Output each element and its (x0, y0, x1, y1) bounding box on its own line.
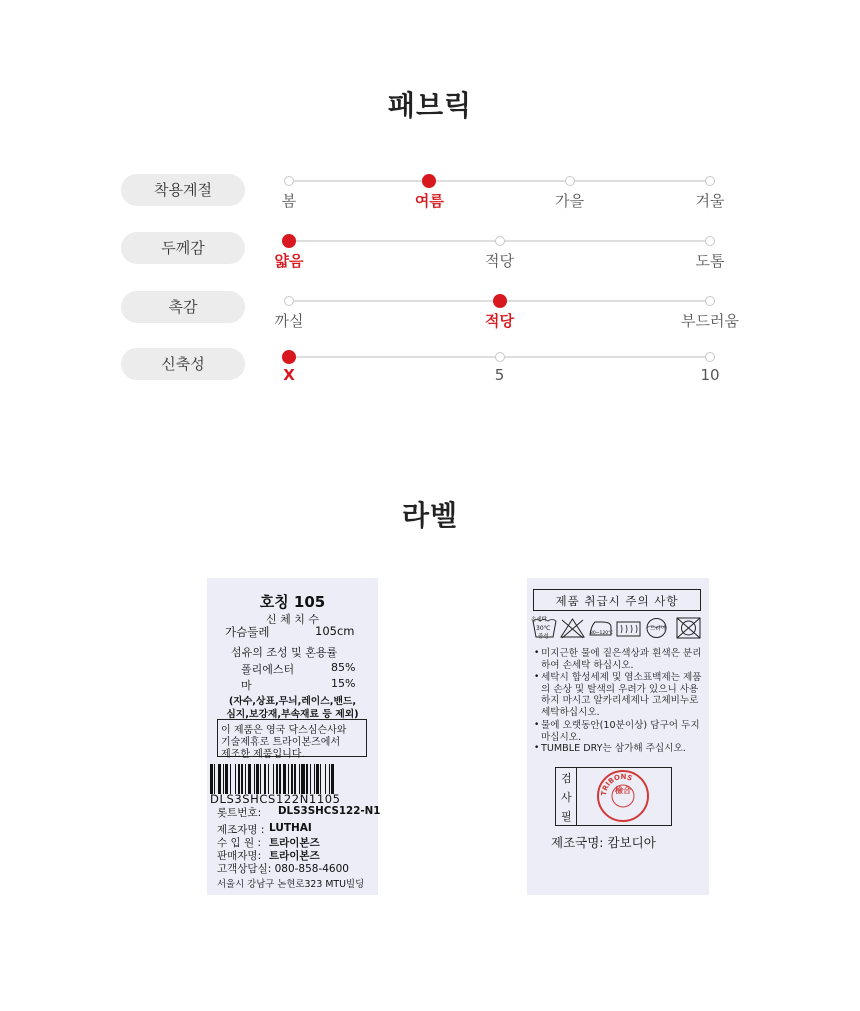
barcode-bar (291, 764, 292, 794)
origin-line: 제조국명: 캄보디아 (551, 835, 656, 850)
fabric-attribute-label: 촉감 (121, 291, 245, 323)
scale-point (495, 352, 505, 362)
fabric-attribute-label: 두께감 (121, 232, 245, 264)
barcode-bar (235, 764, 236, 794)
barcode-bar (299, 764, 300, 794)
scale-point-selected (282, 350, 296, 364)
size-line: 호칭 105 (259, 593, 326, 611)
note-bullet: • (534, 672, 540, 682)
barcode-bar (254, 764, 255, 794)
barcode-bar (316, 764, 319, 794)
barcode-bar (314, 764, 315, 794)
scale-point-selected (422, 174, 436, 188)
seller-label: 판매자명: (217, 850, 262, 862)
barcode-bar (248, 764, 252, 794)
care-icon-text-3: 중성 (538, 634, 549, 640)
care-note: 미지근한 물에 짙은색상과 흰색은 분리하여 손세탁 하십시오. (541, 648, 702, 671)
no-bleach-icon (559, 617, 586, 639)
scale-option-label: X (283, 366, 295, 384)
barcode-bar (329, 764, 330, 794)
body-size-header: 신 체 치 수 (266, 613, 319, 626)
barcode-bar (276, 764, 277, 794)
barcode-bar (288, 764, 289, 794)
barcode-bar (325, 764, 326, 794)
barcode-bar (301, 764, 305, 794)
lot-label: 롯트번호: (217, 807, 262, 819)
care-icon-text-5: 드라이 (650, 626, 666, 632)
fiber2-name: 마 (241, 679, 252, 692)
scale-option-label: 까실 (274, 312, 304, 330)
barcode-bar (283, 764, 287, 794)
scale-point (705, 236, 715, 246)
inspection-label-3: 필 (561, 810, 572, 823)
stamp-center-text: 檢合 (615, 786, 631, 795)
scale-option-label: 얇음 (274, 252, 304, 270)
fabric-attribute-label: 신축성 (121, 348, 245, 380)
scale-option-label: 봄 (281, 192, 297, 210)
chest-value: 105cm (315, 624, 355, 638)
inspection-label-2: 사 (561, 791, 572, 804)
care-icon-text-4: 80~120℃ (590, 631, 614, 636)
barcode-number: DLS3SHCS122N1105 (210, 792, 341, 806)
size-composition-tag (207, 578, 381, 895)
barcode-bar (238, 764, 241, 794)
notice-line-2: 기술제휴로 트라이본즈에서 (221, 737, 341, 748)
maker-label: 제조자명 : (217, 824, 265, 836)
label-section-title: 라벨 (401, 499, 459, 532)
barcode-bar (218, 764, 222, 794)
barcode-bar (279, 764, 282, 794)
chest-label: 가슴둘레 (225, 625, 270, 639)
scale-option-label: 5 (494, 366, 505, 384)
fabric-section-title: 패브릭 (387, 89, 473, 122)
barcode-bar (273, 764, 274, 794)
barcode-bar (214, 764, 215, 794)
fiber2-pct: 15% (331, 677, 356, 690)
care-instruction-tag (527, 578, 709, 895)
importer-label: 수 입 원 : (217, 837, 261, 849)
care-note: TUMBLE DRY는 삼가해 주십시오. (541, 743, 686, 754)
note-bullet: • (534, 743, 540, 753)
lot-value: DLS3SHCS122-N1 (278, 805, 381, 817)
scale-point (565, 176, 575, 186)
care-note: 세탁시 합성세제 및 염소표백제는 제품의 손상 및 탈색의 우려가 있으니 사용하지 마시고 알카리세제나 고체비누로 세탁하십시오. (541, 672, 702, 719)
barcode-bar (245, 764, 246, 794)
inspection-label-1: 검 (561, 772, 572, 785)
scale-point-selected (282, 234, 296, 248)
fiber-header: 섬유의 조성 및 혼용률 (231, 646, 338, 659)
scale-option-label: 가을 (555, 192, 585, 210)
scale-point (284, 296, 294, 306)
scale-point (705, 296, 715, 306)
maker-value: LUTHAI (269, 822, 312, 834)
fiber1-name: 폴리에스터 (241, 663, 295, 676)
barcode-bar (310, 764, 311, 794)
stamp-ring-text: TRIBONS (599, 772, 634, 797)
barcode-bar (320, 764, 321, 794)
no-tumble-dry-icon (675, 617, 702, 639)
barcode-bar (260, 764, 261, 794)
care-icon-text-1: 손세탁 (531, 617, 547, 623)
care-note: 물에 오랫동안(10분이상) 담구어 두지 마십시오. (541, 720, 700, 743)
barcode-bar (306, 764, 307, 794)
seller-value: 트라이본즈 (269, 850, 320, 862)
barcode-bar (331, 764, 334, 794)
scale-option-label: 겨울 (695, 192, 725, 210)
exclusion-line-2: 심지,보강재,부속재료 등 제외) (226, 709, 359, 720)
scale-option-label: 여름 (414, 192, 444, 210)
note-bullet: • (534, 648, 540, 658)
barcode-bar (230, 764, 231, 794)
importer-value: 트라이본즈 (269, 837, 320, 849)
customer-service-line: 고객상담실: 080-858-4600 (217, 863, 349, 875)
note-bullet: • (534, 720, 540, 730)
scale-option-label: 10 (700, 366, 720, 384)
address-line: 서울시 강남구 논현로323 MTU빌딩 (217, 879, 365, 890)
scale-point (705, 352, 715, 362)
scale-option-label: 적당 (485, 312, 514, 330)
care-icon-text-2: 30℃ (536, 625, 551, 632)
fiber1-pct: 85% (331, 661, 356, 674)
barcode-bar (210, 764, 213, 794)
scale-option-label: 도톰 (695, 252, 725, 270)
scale-point (495, 236, 505, 246)
notice-line-3: 제조한 제품입니다. (221, 749, 305, 760)
barcode-bar (294, 764, 297, 794)
fabric-attribute-label: 착용계절 (121, 174, 245, 206)
barcode-bar (225, 764, 228, 794)
notice-line-1: 이 제품은 영국 닥스심슨사와 (221, 725, 347, 736)
scale-point-selected (493, 294, 507, 308)
barcode-bar (223, 764, 224, 794)
scale-option-label: 부드러움 (681, 312, 739, 330)
inspection-stamp (597, 770, 649, 822)
barcode-bar (268, 764, 269, 794)
scale-point (284, 176, 294, 186)
scale-option-label: 적당 (485, 252, 514, 270)
dry-flat-icon (615, 617, 642, 639)
barcode (210, 764, 375, 794)
barcode-bar (256, 764, 259, 794)
barcode-bar (264, 764, 267, 794)
scale-track (289, 180, 710, 182)
barcode-bar (241, 764, 242, 794)
exclusion-line-1: (자수,상표,무늬,레이스,밴드, (228, 696, 357, 707)
care-header: 제품 취급시 주의 사항 (555, 594, 679, 608)
scale-point (705, 176, 715, 186)
